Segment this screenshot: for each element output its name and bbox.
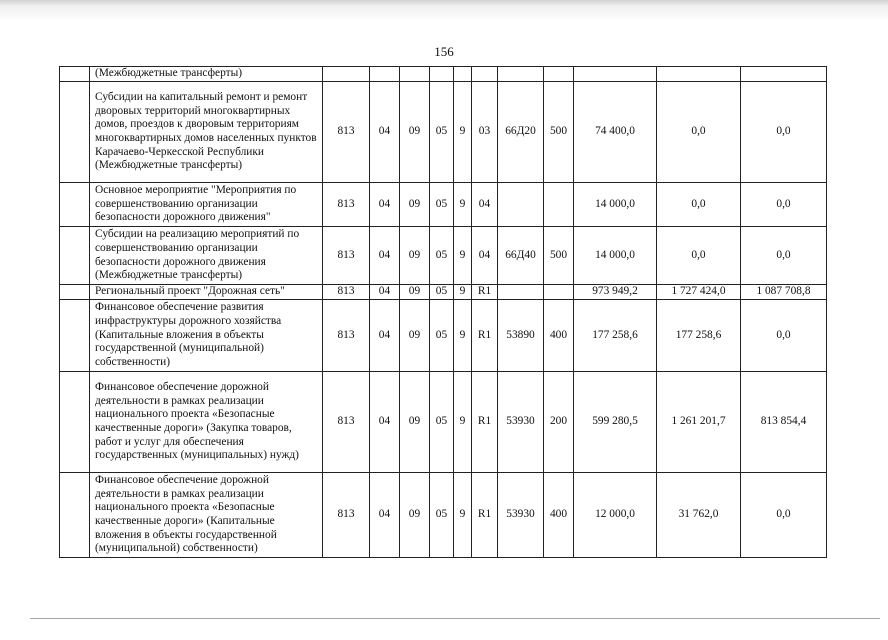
value-cell: 09 xyxy=(400,300,430,372)
value-cell xyxy=(498,285,544,300)
value-cell: 400 xyxy=(544,300,574,372)
value-cell xyxy=(323,67,370,82)
table-row xyxy=(60,300,827,372)
value-cell: 1 087 708,8 xyxy=(741,285,827,300)
item-name-cell: Финансовое обеспечение дорожной деятельности в рамках реализации национального проекта «Безопасные качественные дороги» (Закупка товаров, работ и услуг для обеспечения государственных (муниципальных) нужд) xyxy=(90,372,323,473)
index-cell xyxy=(60,82,90,183)
index-cell xyxy=(60,473,90,558)
value-cell: 1 261 201,7 xyxy=(657,372,741,473)
value-cell: 400 xyxy=(544,473,574,558)
value-cell xyxy=(574,67,657,82)
value-cell: R1 xyxy=(472,285,498,300)
item-name-cell: Финансовое обеспечение дорожной деятельности в рамках реализации национального проекта «Безопасные качественные дороги» (Капитальные вложения в объекты государственной (муниципальной) собственности) xyxy=(90,473,323,558)
value-cell: 813 xyxy=(323,300,370,372)
value-cell: 05 xyxy=(430,300,454,372)
item-name-cell: Основное мероприятие "Мероприятия по совершенствованию организации безопасности дорожного движения" xyxy=(90,183,323,227)
table-row xyxy=(60,67,827,82)
value-cell: R1 xyxy=(472,372,498,473)
item-name-cell: (Межбюджетные трансферты) xyxy=(90,67,323,82)
value-cell: 04 xyxy=(472,227,498,285)
value-cell: 9 xyxy=(454,285,472,300)
value-cell: 05 xyxy=(430,372,454,473)
value-cell: 53930 xyxy=(498,372,544,473)
value-cell: 66Д20 xyxy=(498,82,544,183)
budget-table xyxy=(59,66,827,558)
value-cell: 0,0 xyxy=(657,183,741,227)
value-cell xyxy=(544,67,574,82)
value-cell: 0,0 xyxy=(657,227,741,285)
value-cell: 500 xyxy=(544,227,574,285)
value-cell: 200 xyxy=(544,372,574,473)
value-cell: 9 xyxy=(454,82,472,183)
value-cell: 53890 xyxy=(498,300,544,372)
value-cell: 05 xyxy=(430,82,454,183)
value-cell: 74 400,0 xyxy=(574,82,657,183)
value-cell: 1 727 424,0 xyxy=(657,285,741,300)
value-cell: 0,0 xyxy=(741,82,827,183)
value-cell: 09 xyxy=(400,183,430,227)
value-cell: 14 000,0 xyxy=(574,183,657,227)
item-name-cell: Субсидии на реализацию мероприятий по совершенствованию организации безопасности дорожного движения (Межбюджетные трансферты) xyxy=(90,227,323,285)
value-cell: 05 xyxy=(430,285,454,300)
table-row xyxy=(60,183,827,227)
item-name-cell: Региональный проект "Дорожная сеть" xyxy=(90,285,323,300)
value-cell: 0,0 xyxy=(741,300,827,372)
page-number: 156 xyxy=(434,44,454,59)
value-cell: 9 xyxy=(454,372,472,473)
item-name-cell: Финансовое обеспечение развития инфраструктуры дорожного хозяйства (Капитальные вложения в объекты государственной (муниципальной) собственности) xyxy=(90,300,323,372)
table-row xyxy=(60,285,827,300)
value-cell: 05 xyxy=(430,473,454,558)
value-cell: 0,0 xyxy=(657,82,741,183)
value-cell: 813 xyxy=(323,82,370,183)
value-cell xyxy=(498,67,544,82)
value-cell: 05 xyxy=(430,227,454,285)
value-cell: 04 xyxy=(370,227,400,285)
value-cell: 500 xyxy=(544,82,574,183)
value-cell: 04 xyxy=(370,372,400,473)
value-cell: 66Д40 xyxy=(498,227,544,285)
index-cell xyxy=(60,227,90,285)
value-cell: 05 xyxy=(430,183,454,227)
value-cell xyxy=(657,67,741,82)
table-row xyxy=(60,473,827,558)
index-cell xyxy=(60,67,90,82)
value-cell xyxy=(472,67,498,82)
value-cell: 9 xyxy=(454,473,472,558)
value-cell xyxy=(498,183,544,227)
value-cell: 813 xyxy=(323,285,370,300)
value-cell: 813 854,4 xyxy=(741,372,827,473)
value-cell xyxy=(430,67,454,82)
value-cell: 12 000,0 xyxy=(574,473,657,558)
value-cell: 0,0 xyxy=(741,183,827,227)
value-cell: 177 258,6 xyxy=(657,300,741,372)
value-cell xyxy=(544,285,574,300)
value-cell: R1 xyxy=(472,300,498,372)
value-cell: 09 xyxy=(400,473,430,558)
value-cell: 53930 xyxy=(498,473,544,558)
table-row xyxy=(60,372,827,473)
value-cell: 813 xyxy=(323,227,370,285)
value-cell: R1 xyxy=(472,473,498,558)
value-cell xyxy=(741,67,827,82)
value-cell: 0,0 xyxy=(741,473,827,558)
value-cell xyxy=(544,183,574,227)
value-cell: 09 xyxy=(400,227,430,285)
value-cell: 599 280,5 xyxy=(574,372,657,473)
value-cell: 03 xyxy=(472,82,498,183)
value-cell: 04 xyxy=(472,183,498,227)
value-cell: 9 xyxy=(454,227,472,285)
value-cell: 0,0 xyxy=(741,227,827,285)
value-cell: 09 xyxy=(400,372,430,473)
value-cell: 813 xyxy=(323,372,370,473)
value-cell: 31 762,0 xyxy=(657,473,741,558)
value-cell: 9 xyxy=(454,183,472,227)
scan-edge-bottom xyxy=(30,618,880,619)
table-row xyxy=(60,82,827,183)
value-cell: 09 xyxy=(400,285,430,300)
index-cell xyxy=(60,285,90,300)
index-cell xyxy=(60,183,90,227)
table-row xyxy=(60,227,827,285)
value-cell: 09 xyxy=(400,82,430,183)
value-cell: 813 xyxy=(323,183,370,227)
value-cell xyxy=(370,67,400,82)
value-cell: 177 258,6 xyxy=(574,300,657,372)
value-cell: 04 xyxy=(370,183,400,227)
scan-shadow-top xyxy=(0,0,888,22)
index-cell xyxy=(60,300,90,372)
value-cell xyxy=(400,67,430,82)
value-cell: 04 xyxy=(370,285,400,300)
value-cell: 14 000,0 xyxy=(574,227,657,285)
index-cell xyxy=(60,372,90,473)
value-cell: 04 xyxy=(370,82,400,183)
value-cell: 04 xyxy=(370,473,400,558)
value-cell: 973 949,2 xyxy=(574,285,657,300)
value-cell: 9 xyxy=(454,300,472,372)
value-cell xyxy=(454,67,472,82)
value-cell: 04 xyxy=(370,300,400,372)
item-name-cell: Субсидии на капитальный ремонт и ремонт дворовых территорий многоквартирных домов, проездов к дворовым территориям многоквартирных домов населенных пунктов Карачаево-Черкесской Республики (Межбюджетные трансферты) xyxy=(90,82,323,183)
value-cell: 813 xyxy=(323,473,370,558)
